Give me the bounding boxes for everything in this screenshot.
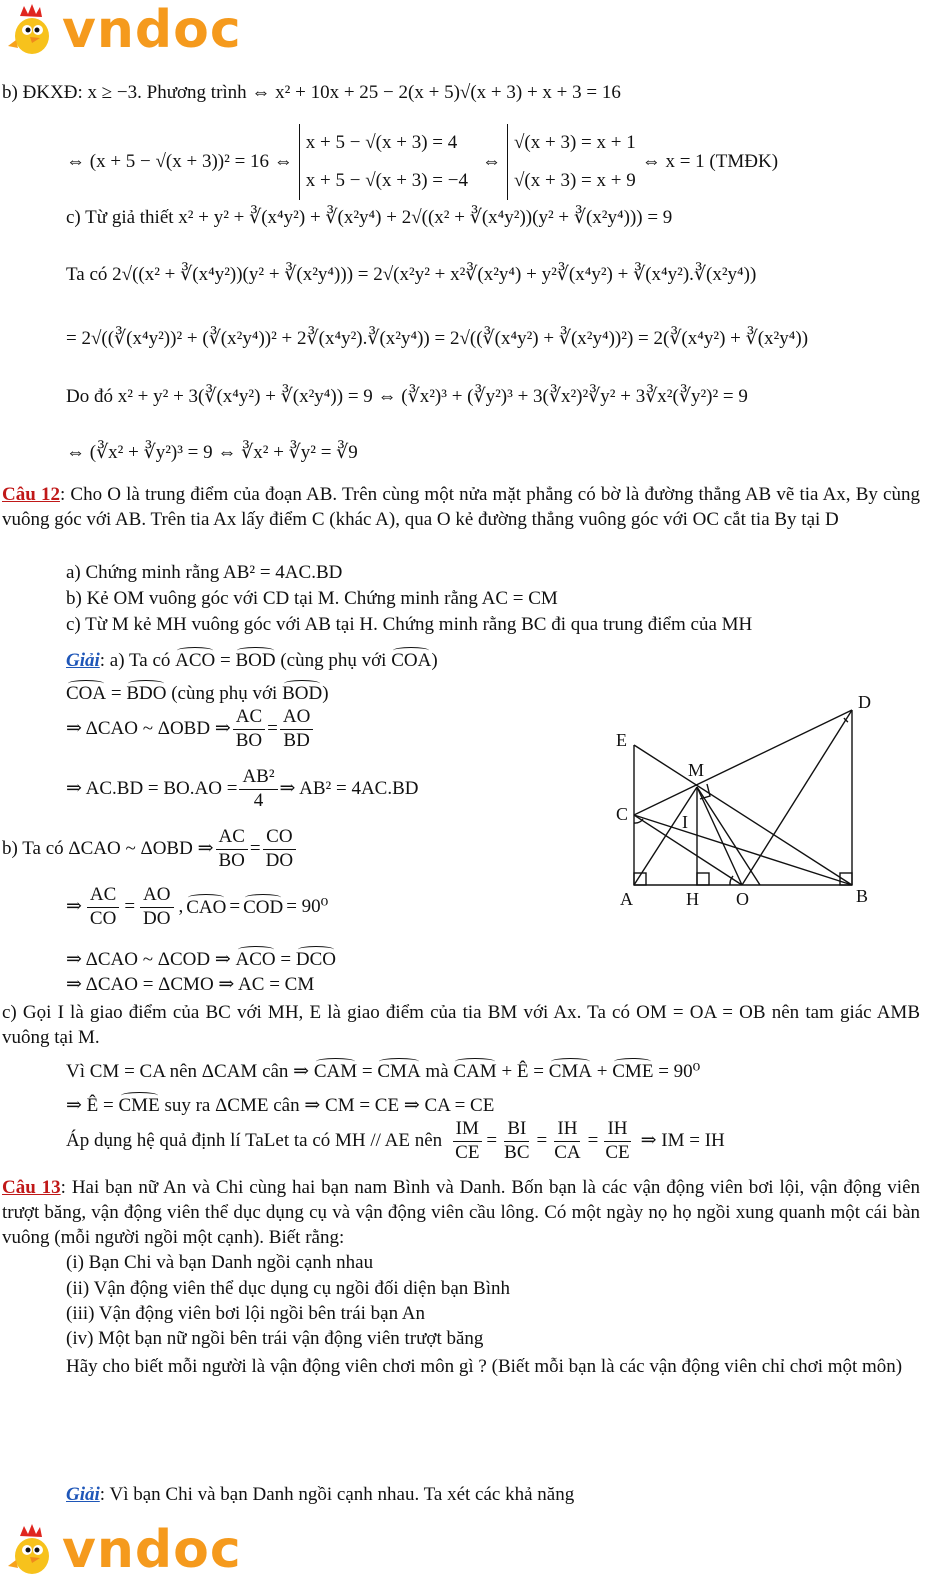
c11c-line-3: = 2√((∛(x⁴y²))² + (∛(x²y⁴))² + 2∛(x⁴y²).∛(x²y⁴)) = 2√((∛(x⁴y²) + ∛(x²y⁴))²) = 2(∛(x⁴y²) + ∛(x²y⁴)): [66, 328, 809, 349]
num: IH: [554, 1118, 580, 1142]
den: BO: [235, 729, 263, 751]
c12-s4-post: ⇒ AB² = 4AC.BD: [279, 777, 419, 799]
c12-s5-eq: =: [249, 837, 261, 859]
c11b-l2a: ⇔ (x + 5 − √(x + 3))² = 16 ⇔: [66, 150, 293, 172]
den: CO: [89, 907, 117, 929]
angle-cam-2: CAM: [453, 1058, 496, 1084]
label-m: M: [688, 760, 705, 780]
angle-cme: CME: [612, 1058, 653, 1084]
c12-sol-line-10: [66, 1092, 494, 1118]
angle-cam: CAM: [314, 1058, 357, 1084]
den: BD: [283, 729, 310, 751]
den: BO: [218, 849, 245, 871]
c12-s1-post: (cùng phụ với: [280, 650, 387, 671]
c12-s1-pre: : a) Ta có: [99, 650, 171, 671]
c12-sol-line-1: [66, 647, 438, 673]
angle-mark-c: [634, 819, 643, 823]
c12-s9-eq1: =: [361, 1061, 373, 1082]
c11b-l2b1: x + 5 − √(x + 3) = 4: [305, 132, 458, 153]
c12-text: : Cho O là trung điểm của đoạn AB. Trên cùng một nửa mặt phẳng có bờ là đường thẳng AB vẽ tia Ax, By cùng vuông góc với AB. Trên tia Ax lấy điểm C (khác A), qua O kẻ đường thẳng vuông góc với OC cắt tia By tại D: [2, 484, 920, 530]
c12-s11-eq2: =: [536, 1129, 548, 1151]
c12-s11-pre: Áp dụng hệ quả định lí TaLet ta có MH // AE nên: [66, 1129, 443, 1151]
c12-sol-line-3: [66, 706, 315, 753]
c12-s6-mid: =: [229, 895, 241, 917]
c13-statement: [2, 1175, 920, 1250]
c12-s6-eq: =: [124, 895, 136, 917]
num: AB²: [239, 766, 277, 790]
c12-s2-post: (cùng phụ với: [171, 683, 278, 704]
angle-cma-2: CMA: [549, 1058, 592, 1084]
angle-cod: COD: [243, 894, 283, 920]
c11b-l2c: ⇔: [481, 150, 501, 172]
angle-bdo: BDO: [126, 680, 166, 706]
c13-item-ii: (ii) Vận động viên thể dục dụng cụ ngồi đối diện bạn Bình: [66, 1278, 510, 1299]
c12-sol-line-8: ⇒ ΔCAO = ΔCMO ⇒ AC = CM: [66, 974, 315, 995]
c12-sol-line-6: [66, 884, 328, 931]
right-angle-h: [697, 873, 709, 885]
den: CE: [605, 1141, 630, 1163]
c12-s9-plus2: +: [596, 1061, 608, 1082]
chicken-mascot-icon: [6, 1522, 58, 1578]
den: DO: [143, 907, 171, 929]
c13-item-iv: (iv) Một bạn nữ ngồi bên trái vận động viên trượt băng: [66, 1328, 484, 1349]
c12-sol-line-5: [2, 826, 298, 873]
c12-s1-eq: =: [220, 650, 231, 671]
logo-wordmark: vndoc: [62, 0, 242, 60]
frac-im-ce: [452, 1118, 482, 1165]
num: AC: [87, 884, 119, 908]
label-e: E: [616, 730, 627, 750]
label-i: I: [682, 812, 688, 832]
c12-s9-plus1: + Ê =: [501, 1061, 544, 1082]
c12-s3-pre: ⇒ ΔCAO ~ ΔOBD ⇒: [66, 717, 231, 739]
angle-cma: CMA: [377, 1058, 420, 1084]
num: IM: [453, 1118, 482, 1142]
c11b-line-1: b) ĐKXĐ: x ≥ −3. Phương trình ⇔ x² + 10x + 25 − 2(x + 5)√(x + 3) + x + 3 = 16: [2, 82, 621, 103]
angle-coa-2: COA: [66, 680, 106, 706]
num: IH: [604, 1118, 630, 1142]
c12-s4-pre: ⇒ AC.BD = BO.AO =: [66, 777, 238, 799]
den: CE: [455, 1141, 480, 1163]
c11b-l2e: ⇔ x = 1 (TMĐK): [641, 150, 779, 172]
c12-s10-pre: ⇒ Ê =: [66, 1095, 114, 1116]
chicken-mascot-icon: [6, 2, 58, 58]
c13-item-i: (i) Bạn Chi và bạn Danh ngồi cạnh nhau: [66, 1252, 374, 1273]
den: DO: [265, 849, 294, 871]
num: BI: [504, 1118, 529, 1142]
c12-part-c: c) Từ M kẻ MH vuông góc với AB tại H. Chứng minh rằng BC đi qua trung điểm của MH: [66, 614, 753, 635]
frac-ab2-4: [239, 766, 277, 813]
label-c: C: [616, 804, 629, 824]
angle-dco: DCO: [296, 946, 336, 972]
c12-s11-eq1: =: [486, 1129, 498, 1151]
c12-part-a: a) Chứng minh rằng AB² = 4AC.BD: [66, 562, 343, 583]
c12-part-c-solution: c) Gọi I là giao điểm của BC với MH, E là giao điểm của tia BM với Ax. Ta có OM = OA = OB nên tam giác AMB vuông tại M.: [2, 1002, 920, 1048]
frac-bi-bc: [501, 1118, 532, 1165]
c11c-line-2: Ta có 2√((x² + ∛(x⁴y²))(y² + ∛(x²y⁴))) = 2√(x²y² + x²∛(x²y⁴) + y²∛(x⁴y²) + ∛(x⁴y²).∛(x²y⁴)): [66, 264, 757, 285]
c11c-line-5: ⇔ (∛x² + ∛y²)³ = 9 ⇔ ∛x² + ∛y² = ∛9: [66, 442, 358, 463]
den: BC: [504, 1141, 530, 1163]
c12-s5-pre: b) Ta có ΔCAO ~ ΔOBD ⇒: [2, 837, 214, 859]
c12-sol-line-7: [66, 946, 336, 972]
c12-s9-end: = 90⁰: [658, 1061, 701, 1082]
c12-s9-pre: Vì CM = CA nên ΔCAM cân ⇒: [66, 1061, 310, 1082]
frac-ih-ce: [602, 1118, 632, 1165]
c12-part-b: b) Kẻ OM vuông góc với CD tại M. Chứng minh rằng AC = CM: [66, 588, 558, 609]
c11c-line-4: Do đó x² + y² + 3(∛(x⁴y²) + ∛(x²y⁴)) = 9 ⇔ (∛x²)³ + (∛y²)³ + 3(∛x²)²∛y² + 3∛x²(∛y²)² = 9: [66, 386, 748, 407]
label-o: O: [736, 889, 749, 909]
geometry-figure: [612, 690, 882, 910]
frac-ac-bo-2: [216, 826, 248, 873]
c11b-l2d1: √(x + 3) = x + 1: [513, 132, 636, 153]
c12-s11-post: ⇒ IM = IH: [640, 1129, 725, 1151]
label-d: D: [858, 692, 871, 712]
c12-s1-end: ): [431, 650, 438, 671]
c11c-line-1: c) Từ giả thiết x² + y² + ∛(x⁴y²) + ∛(x²y⁴) + 2√((x² + ∛(x⁴y²))(y² + ∛(x²y⁴))) = 9: [66, 207, 673, 228]
c13-text: : Hai bạn nữ An và Chi cùng hai bạn nam Bình và Danh. Bốn bạn là các vận động viên bơi lội, vận động viên trượt băng, vận động viên thể dục dụng cụ và vận động viên cầu lông. Có một ngày nọ họ ngồi xung quanh một cái bàn vuông (mỗi người ngồi một cạnh). Biết rằng:: [2, 1177, 921, 1248]
c12-s2-end: ): [322, 683, 329, 704]
frac-ao-bd: [280, 706, 313, 753]
num: AC: [233, 706, 265, 730]
vndoc-logo-bottom[interactable]: [6, 1522, 242, 1578]
angle-bod-2: BOD: [282, 680, 322, 706]
c12-sol-line-4: [66, 766, 419, 813]
label-b: B: [856, 886, 869, 906]
c13-label: Câu 13: [2, 1177, 61, 1198]
c12-s7-eq: =: [280, 949, 292, 970]
c12-s9-mid: mà: [425, 1061, 449, 1082]
c13-giai-text: : Vì bạn Chi và bạn Danh ngồi cạnh nhau. Ta xét các khả năng: [99, 1484, 575, 1505]
c12-s3-eq: =: [267, 717, 278, 739]
num: AC: [216, 826, 248, 850]
angle-cao: CAO: [186, 894, 226, 920]
angle-bod: BOD: [235, 647, 275, 673]
c11b-l2b2: x + 5 − √(x + 3) = −4: [305, 170, 468, 191]
segment-cb: [634, 815, 852, 885]
num: CO: [263, 826, 295, 850]
c12-statement: [2, 482, 920, 532]
c12-s2-eq: =: [110, 683, 122, 704]
frac-co-do: [263, 826, 296, 873]
segment-am: [634, 787, 697, 885]
c11b-system-1: [299, 124, 468, 200]
c12-sol-line-11: [66, 1118, 725, 1165]
c11b-l2d2: √(x + 3) = x + 9: [513, 170, 636, 191]
num: AO: [140, 884, 173, 908]
c12-label: Câu 12: [2, 484, 60, 505]
c13-question: Hãy cho biết mỗi người là vận động viên chơi môn gì ? (Biết mỗi bạn là các vận động viên chỉ chơi một môn): [66, 1356, 903, 1377]
angle-aco-3: ACO: [236, 946, 276, 972]
den: 4: [253, 789, 264, 811]
c11b-system-2: [507, 124, 636, 200]
c12-s10-post: suy ra ΔCME cân ⇒ CM = CE ⇒ CA = CE: [164, 1095, 495, 1116]
c12-s11-eq3: =: [587, 1129, 599, 1151]
c13-item-iii: (iii) Vận động viên bơi lội ngồi bên trái bạn An: [66, 1303, 426, 1324]
frac-ac-bo: [233, 706, 265, 753]
c12-sol-line-9: [66, 1058, 700, 1084]
angle-cme-2: CME: [119, 1092, 160, 1118]
den: CA: [554, 1141, 581, 1163]
num: AO: [280, 706, 313, 730]
c12-sol-line-2: [66, 680, 329, 706]
c12-s7-pre: ⇒ ΔCAO ~ ΔCOD ⇒: [66, 949, 231, 970]
c13-solution-start: [66, 1484, 574, 1507]
vndoc-logo-top[interactable]: [6, 2, 242, 58]
c11b-line-2: [66, 124, 778, 200]
c12-giai-label: Giải: [66, 650, 100, 671]
angle-aco: ACO: [175, 647, 215, 673]
c12-s6-pre: ⇒: [66, 895, 82, 917]
frac-ih-ca: [551, 1118, 583, 1165]
logo-wordmark-bottom: vndoc: [62, 1520, 242, 1580]
angle-coa: COA: [391, 647, 431, 673]
c12-s6-comma: ,: [178, 895, 184, 917]
segment-eb: [634, 745, 852, 885]
label-a: A: [620, 889, 633, 909]
frac-ac-co: [87, 884, 119, 931]
segment-m-ob: [697, 787, 760, 885]
c12-s6-end: = 90⁰: [286, 895, 329, 917]
c13-giai-label: Giải: [66, 1484, 100, 1505]
label-h: H: [686, 889, 699, 909]
frac-ao-do: [140, 884, 173, 931]
